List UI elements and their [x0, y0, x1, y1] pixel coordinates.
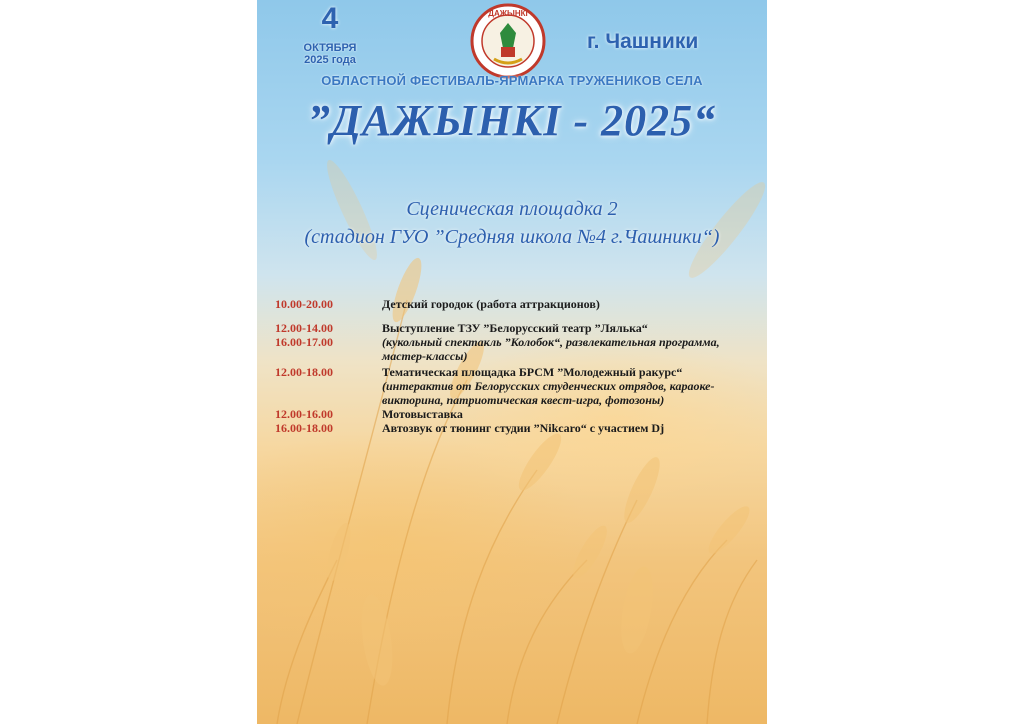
schedule-title: Автозвук от тюнинг студии ”Nikcaro“ с участием Dj [382, 421, 665, 435]
festival-title: ”ДАЖЫНКІ - 2025“ [307, 96, 717, 145]
schedule-time: 16.00-17.00 [275, 335, 333, 349]
schedule-title: Тематическая площадка БРСМ ”Молодежный ракурс“ [382, 365, 683, 379]
schedule-description [382, 421, 765, 435]
event-month: ОКТЯБРЯ [303, 42, 357, 54]
schedule-time: 12.00-14.00 [275, 321, 333, 335]
schedule-description [382, 335, 765, 363]
schedule-description [382, 365, 765, 407]
schedule-time: 12.00-16.00 [275, 407, 333, 421]
schedule-time: 10.00-20.00 [275, 297, 333, 311]
schedule-description [382, 321, 765, 335]
event-city: г. Чашники [587, 30, 699, 53]
schedule-details: (интерактив от Белорусских студенческих отрядов, караоке-викторина, патриотическая квест-игра, фотозоны) [382, 379, 715, 407]
schedule-description [382, 297, 765, 311]
venue-block [257, 195, 767, 251]
schedule-row [275, 297, 765, 311]
poster [257, 0, 767, 724]
event-month-year [285, 42, 375, 66]
schedule-time: 16.00-18.00 [275, 421, 333, 435]
schedule-details: (кукольный спектакль ”Колобок“, развлекательная программа, мастер-классы) [382, 335, 720, 363]
schedule-row [275, 407, 765, 421]
schedule-time: 12.00-18.00 [275, 365, 333, 379]
schedule-list [275, 297, 765, 435]
venue-name: Сценическая площадка 2 [406, 198, 618, 220]
venue-location: (стадион ГУО ”Средняя школа №4 г.Чашники“) [304, 226, 720, 248]
schedule-title: Выступление ТЗУ ”Белорусский театр ”Лялька“ [382, 321, 648, 335]
schedule-row [275, 335, 765, 363]
schedule-row [275, 321, 765, 335]
festival-subtitle: ОБЛАСТНОЙ ФЕСТИВАЛЬ-ЯРМАРКА ТРУЖЕНИКОВ СЕЛА [321, 73, 703, 88]
event-year: 2025 года [304, 54, 356, 66]
event-day: 4 [321, 2, 339, 35]
logo-text: ДАЖЫНКІ [488, 9, 528, 18]
schedule-title: Мотовыставка [382, 407, 463, 421]
festival-logo-emblem [470, 3, 546, 79]
schedule-row [275, 365, 765, 407]
schedule-description [382, 407, 765, 421]
schedule-title: Детский городок (работа аттракционов) [382, 297, 600, 311]
schedule-row [275, 421, 765, 435]
